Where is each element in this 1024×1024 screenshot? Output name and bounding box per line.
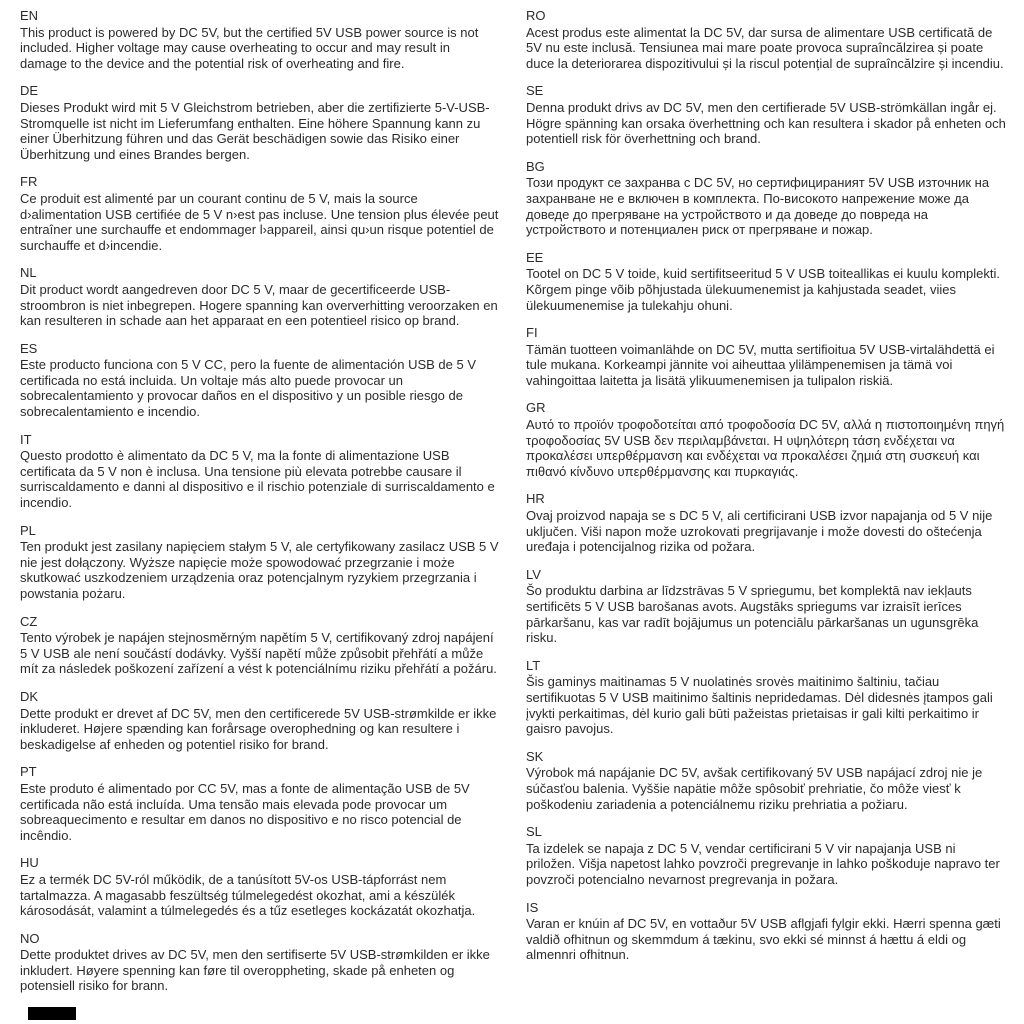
lang-code-cz: CZ <box>20 613 38 629</box>
lang-section-sk <box>526 749 1006 812</box>
lang-text-bg: Този продукт се захранва с DC 5V, но сертифицираният 5V USB източник на захранване не е включен в комплекта. По-високото напрежение може да доведе до прегряване на устройството и да доведе до повреда на устройството и потенциален риск от прегряване и пожар. <box>526 175 990 238</box>
lang-code-pl: PL <box>20 522 36 538</box>
lang-section-pl <box>20 523 500 602</box>
lang-section-lt <box>526 658 1006 737</box>
lang-section-bg <box>526 159 1006 238</box>
lang-section-lv <box>526 567 1006 646</box>
lang-text-sk: Výrobok má napájanie DC 5V, avšak certifikovaný 5V USB napájací zdroj nie je súčasťou balenia. Vyššie napätie môže spôsobiť prehriatie, čo môže viesť k poškodeniu zariadenia a potenciálnemu riziku prehriatia a požiaru. <box>526 765 983 812</box>
lang-text-fr: Ce produit est alimenté par un courant continu de 5 V, mais la source d›alimentation USB certifiée de 5 V n›est pas incluse. Une tension plus élevée peut entraîner une surchauffe et endommager l›appareil, ainsi qu›un risque potentiel de surchauffe et d›incendie. <box>20 190 499 253</box>
lang-code-nl: NL <box>20 265 37 281</box>
lang-code-bg: BG <box>526 158 545 174</box>
lang-text-hr: Ovaj proizvod napaja se s DC 5 V, ali certificirani USB izvor napajanja od 5 V nije uključen. Viši napon može uzrokovati pregrijavanje i može dovesti do oštećenja uređaja i potencijalnog rizika od požara. <box>526 508 993 555</box>
lang-text-lt: Šis gaminys maitinamas 5 V nuolatinės srovės maitinimo šaltiniu, tačiau sertifikuotas 5 V USB maitinimo šaltinis nepridedamas. Dėl didesnės įtampos gali įvykti perkaitimas, dėl kurio gali būti pažeistas prietaisas ir gali kilti perkaitimo ir gaisro pavojus. <box>526 674 993 737</box>
lang-text-gr: Αυτό το προϊόν τροφοδοτείται από τροφοδοσία DC 5V, αλλά η πιστοποιημένη πηγή τροφοδοσίας 5V USB δεν περιλαμβάνεται. Η υψηλότερη τάση ενδέχεται να προκαλέσει υπερθέρμανση και ενδέχεται να προκαλέσει ζημιά στη συσκευή και πιθανό κίνδυνο υπερθέρμανσης και πυρκαγιάς. <box>526 417 1005 479</box>
lang-code-se: SE <box>526 83 544 99</box>
lang-text-se: Denna produkt drivs av DC 5V, men den certifierade 5V USB-strömkällan ingår ej. Högre spänning kan orsaka överhettning och kan resultera i skador på enheten och potentiell risk för överhettning och brand. <box>526 99 1006 147</box>
lang-section-dk <box>20 689 500 752</box>
lang-text-sl: Ta izdelek se napaja z DC 5 V, vendar certificirani 5 V vir napajanja USB ni priložen. Višja napetost lahko povzroči pregrevanje in lahko poškoduje napravo ter povzroči potencialno nevarnost pregrevanja in požara. <box>526 840 1000 887</box>
lang-code-es: ES <box>20 340 38 356</box>
lang-code-it: IT <box>20 431 32 447</box>
lang-code-ro: RO <box>526 8 546 23</box>
lang-text-is: Varan er knúin af DC 5V, en vottaður 5V USB aflgjafi fylgir ekki. Hærri spenna gæti valdið ofhitnun og skemmdum á tækinu, svo ekki sé minnst á hættu á eldi og almennri ofhitnun. <box>526 916 1001 963</box>
lang-text-cz: Tento výrobek je napájen stejnosměrným napětím 5 V, certifikovaný zdroj napájení 5 V USB ale není součástí dodávky. Vyšší napětí může způsobit přehřátí a může mít za následek poškození zařízení a vést k potenciálnímu riziku přehřátí a požáru. <box>20 630 497 677</box>
lang-text-lv: Šo produktu darbina ar līdzstrāvas 5 V spriegumu, bet komplektā nav iekļauts sertificēts 5 V USB barošanas avots. Augstāks spriegums var izraisīt ierīces pārkaršanu, kas var radīt bojājumus un potenciālu pārkaršanas un ugunsgrēka risku. <box>526 583 979 646</box>
lang-text-fi: Tämän tuotteen voimanlähde on DC 5V, mutta sertifioitua 5V USB-virtalähdettä ei tule mukana. Korkeampi jännite voi aiheuttaa ylilämpenemisen ja tämä voi vahingoittaa laitetta ja lisätä ylikuumenemisen ja tulipalon riskiä. <box>526 341 995 388</box>
lang-text-it: Questo prodotto è alimentato da DC 5 V, ma la fonte di alimentazione USB certificata da 5 V non è inclusa. Una tensione più elevata potrebbe causare il surriscaldamento e danni al dispositivo e il rischio potenziale di surriscaldamento e incendio. <box>20 448 495 511</box>
lang-section-gr <box>526 400 1006 479</box>
lang-text-ee: Tootel on DC 5 V toide, kuid sertifitseeritud 5 V USB toiteallikas ei kuulu komplekti. Kõrgem pinge võib põhjustada ülekuumenemist ja kahjustada seadet, viies ülekuumenemise ja tulekahju ohuni. <box>526 266 1001 313</box>
page-edge-mark <box>28 1007 76 1020</box>
lang-section-hu <box>20 855 500 918</box>
lang-code-sk: SK <box>526 748 544 764</box>
lang-section-de <box>20 83 500 162</box>
lang-text-nl: Dit product wordt aangedreven door DC 5 V, maar de gecertificeerde USB-stroombron is niet inbegrepen. Hogere spanning kan oververhitting veroorzaken en kan resulteren in schade aan het apparaat en een potentieel risico op brand. <box>20 281 498 329</box>
lang-section-nl <box>20 265 500 328</box>
lang-code-sl: SL <box>526 824 542 840</box>
lang-section-sl <box>526 824 1006 887</box>
lang-section-cz <box>20 614 500 677</box>
lang-section-is <box>526 900 1006 963</box>
lang-code-ee: EE <box>526 249 544 265</box>
lang-code-lt: LT <box>526 657 541 673</box>
lang-code-de: DE <box>20 83 39 99</box>
lang-section-no <box>20 931 500 994</box>
lang-code-fi: FI <box>526 325 538 341</box>
lang-text-es: Este producto funciona con 5 V CC, pero la fuente de alimentación USB de 5 V certificada no está incluida. Un voltaje más alto puede provocar un sobrecalentamiento y provocar daños en el dispositivo y un posible riesgo de sobrecalentamiento e incendio. <box>20 357 476 420</box>
right-column <box>526 8 1006 1006</box>
lang-code-hu: HU <box>20 855 39 871</box>
lang-text-en: This product is powered by DC 5V, but the certified 5V USB power source is not included. Higher voltage may cause overheating to occur and may result in damage to the device and the potential risk of overheating and fire. <box>20 24 479 71</box>
lang-code-fr: FR <box>20 174 38 190</box>
lang-text-ro: Acest produs este alimentat la DC 5V, dar sursa de alimentare USB certificată de 5V nu este inclusă. Tensiunea mai mare poate provoca supraîncălzirea și poate duce la deteriorarea dispozitivului și la riscul potențial de supraîncălzire și incendiu. <box>526 24 1004 71</box>
lang-section-it <box>20 432 500 511</box>
lang-code-pt: PT <box>20 764 37 780</box>
lang-section-pt <box>20 764 500 843</box>
lang-section-se <box>526 83 1006 146</box>
lang-text-hu: Ez a termék DC 5V-ról működik, de a tanúsított 5V-os USB-tápforrást nem tartalmazza. A magasabb feszültség túlmelegedést okozhat, ami a készülék károsodását, valamint a túlmelegedés és a tűz esetleges kockázatát okozhatja. <box>20 871 476 919</box>
lang-text-no: Dette produktet drives av DC 5V, men den sertifiserte 5V USB-strømkilden er ikke inkludert. Høyere spenning kan føre til overoppheting, skade på enheten og potensiell risiko for brann. <box>20 947 490 994</box>
lang-section-hr <box>526 491 1006 554</box>
lang-section-fi <box>526 325 1006 388</box>
lang-code-en: EN <box>20 8 39 23</box>
lang-text-dk: Dette produkt er drevet af DC 5V, men den certificerede 5V USB-strømkilde er ikke inkluderet. Højere spænding kan forårsage overophedning og kan resultere i beskadigelse af enheden og potentiel risiko for brand. <box>20 705 497 752</box>
lang-section-en <box>20 8 500 71</box>
lang-text-pl: Ten produkt jest zasilany napięciem stałym 5 V, ale certyfikowany zasilacz USB 5 V nie jest dołączony. Wyższe napięcie może spowodować przegrzanie i może skutkować uszkodzeniem urządzenia oraz potencjalnym ryzykiem przegrzania i powstania pożaru. <box>20 539 499 601</box>
lang-code-no: NO <box>20 930 40 946</box>
lang-section-fr <box>20 174 500 253</box>
lang-text-de: Dieses Produkt wird mit 5 V Gleichstrom betrieben, aber die zertifizierte 5-V-USB-Stromquelle ist nicht im Lieferumfang enthalten. Eine höhere Spannung kann zu einer Überhitzung führen und das Gerät beschädigen sowie das Risiko einer Überhitzung und eines Brandes bergen. <box>20 99 490 162</box>
lang-section-ro <box>526 8 1006 71</box>
lang-section-ee <box>526 250 1006 313</box>
lang-code-gr: GR <box>526 400 546 416</box>
lang-text-pt: Este produto é alimentado por CC 5V, mas a fonte de alimentação USB de 5V certificada não está incluída. Uma tensão mais elevada pode provocar um sobreaquecimento e resultar em danos no dispositivo e no risco potencial de incêndio. <box>20 780 470 843</box>
lang-code-hr: HR <box>526 491 545 507</box>
lang-code-is: IS <box>526 899 539 915</box>
lang-code-dk: DK <box>20 688 39 704</box>
lang-section-es <box>20 341 500 420</box>
lang-code-lv: LV <box>526 566 541 582</box>
left-column <box>20 8 500 1006</box>
